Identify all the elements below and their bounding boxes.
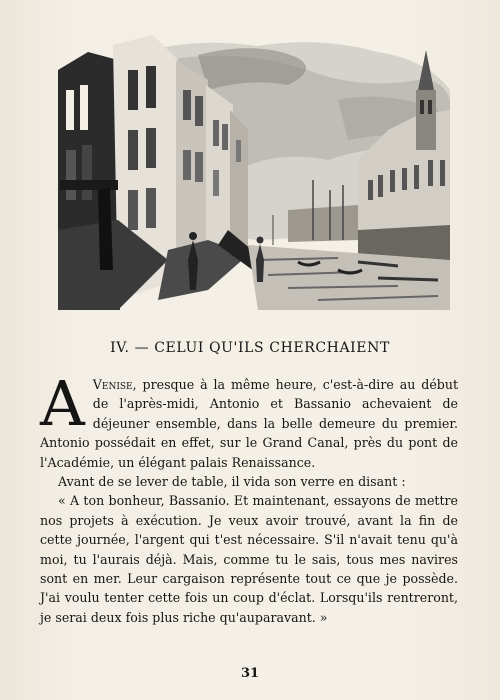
paragraph-1 — [40, 367, 458, 472]
paragraph-1-text: , presque à la même heure, c'est-à-dire au début de l'après-midi, Antonio et Bassanio achevaient de déjeuner ensemble, dans la belle demeure du premier. Antonio possédait en effet, sur le Grand Canal, près du pont de l'Académie, un élégant palais Renaissance. — [40, 377, 458, 470]
paragraph-2: Avant de se lever de table, il vida son verre en disant : — [58, 474, 406, 490]
small-caps-word: Venise — [92, 377, 133, 392]
page-number: 31 — [240, 666, 260, 681]
paragraph-3: « A ton bonheur, Bassanio. Et maintenant, essayons de mettre nos projets à exécution. Je veux avoir trouvé, avant la fin de cette journée, l'argent qui t'est nécessaire. S'il n'avait tenu qu'à moi, tu l'aurais déjà. Mais, comme tu le sais, tous mes navires sont en mer. Leur cargaison représente tout ce que je possède. J'ai voulu tenter cette fois un coup d'éclat. Lorsqu'ils rentreront, je serai deux fois plus riche qu'auparavant. » — [40, 493, 458, 625]
drop-cap: A — [40, 367, 85, 440]
body-text — [40, 367, 458, 627]
venice-canal-illustration — [58, 30, 453, 310]
chapter-title: IV. — CELUI QU'ILS CHERCHAIENT — [110, 340, 390, 356]
